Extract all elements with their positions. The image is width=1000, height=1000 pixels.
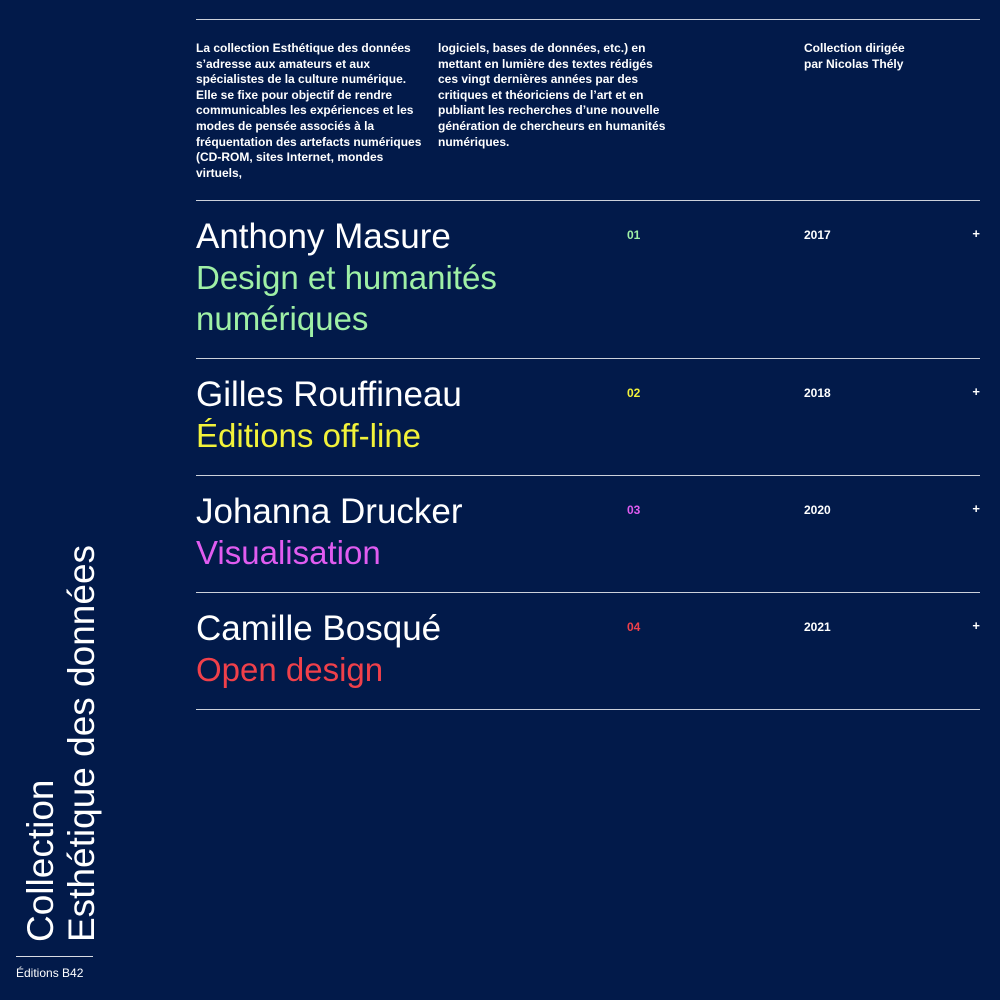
book-year: 2018 xyxy=(804,386,831,400)
expand-icon[interactable]: + xyxy=(972,501,980,516)
collection-title xyxy=(20,512,110,942)
book-number: 01 xyxy=(627,228,641,242)
book-number: 02 xyxy=(627,386,641,400)
book-number: 03 xyxy=(627,503,641,517)
book-title: Visualisation xyxy=(196,534,381,571)
book-row[interactable] xyxy=(196,476,980,592)
book-author: Johanna Drucker xyxy=(196,492,463,531)
collection-title-text xyxy=(20,545,102,942)
expand-icon[interactable]: + xyxy=(972,618,980,633)
book-row[interactable] xyxy=(196,359,980,475)
intro-section xyxy=(196,20,980,200)
intro-text-col1: La collection Esthétique des données s’adresse aux amateurs et aux spécialistes de la culture numérique. Elle se fixe pour objectif de rendre communicables les expériences et les modes de pensée associés à la fréquentation des artefacts numériques (CD-ROM, sites Internet, mondes virtuels, xyxy=(196,41,422,180)
book-author: Gilles Rouffineau xyxy=(196,375,462,414)
book-row[interactable] xyxy=(196,593,980,709)
expand-icon[interactable]: + xyxy=(972,226,980,241)
book-year: 2017 xyxy=(804,228,831,242)
book-author: Camille Bosqué xyxy=(196,609,442,648)
book-author: Anthony Masure xyxy=(196,217,451,256)
publisher-label: Éditions B42 xyxy=(16,966,84,980)
book-number: 04 xyxy=(627,620,641,634)
book-title: Design et humanités numériques xyxy=(196,259,497,337)
book-row[interactable] xyxy=(196,201,980,358)
collection-director: Collection dirigée par Nicolas Thély xyxy=(804,41,905,71)
main-content xyxy=(196,19,980,710)
collection-title-line1: Collection xyxy=(20,779,61,942)
sidebar-divider xyxy=(16,956,93,957)
bottom-divider xyxy=(196,709,980,710)
book-year: 2020 xyxy=(804,503,831,517)
book-title: Open design xyxy=(196,651,384,688)
book-year: 2021 xyxy=(804,620,831,634)
expand-icon[interactable]: + xyxy=(972,384,980,399)
intro-text-col2: logiciels, bases de données, etc.) en mettant en lumière des textes rédigés ces vingt dernières années par des critiques et théoriciens de l’art et en publiant les recherches d’une nouvelle génération de chercheurs en humanités numériques. xyxy=(438,41,666,149)
book-title: Éditions off-line xyxy=(196,417,422,454)
collection-title-line2: Esthétique des données xyxy=(61,544,102,942)
